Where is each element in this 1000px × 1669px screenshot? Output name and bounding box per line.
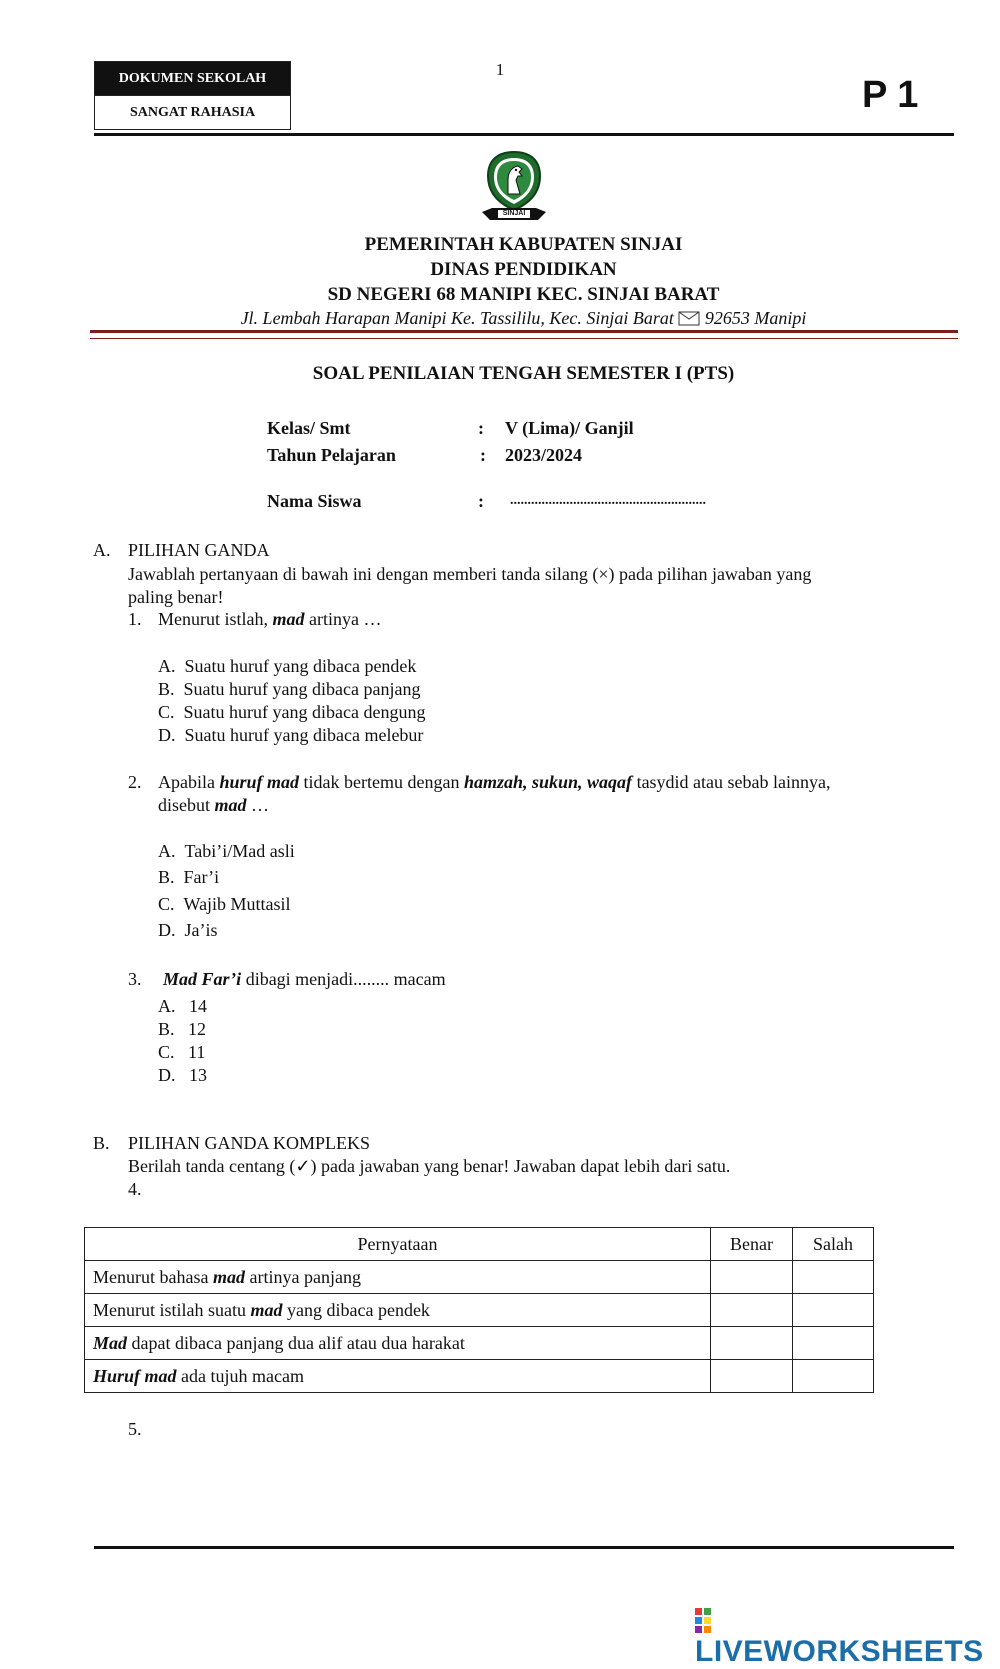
stamp-confidential: SANGAT RAHASIA: [95, 95, 290, 129]
student-name-label: Nama Siswa: [267, 491, 362, 511]
header-rule: [94, 133, 954, 136]
q2-text-cont-term: mad: [214, 795, 247, 815]
statement-post: yang dibaca pendek: [287, 1299, 430, 1320]
q3-option-a-text: 14: [189, 996, 207, 1016]
q3-number: 3.: [128, 969, 142, 989]
section-b-title: PILIHAN GANDA KOMPLEKS: [128, 1133, 371, 1153]
false-checkbox-cell[interactable]: [793, 1261, 874, 1294]
q1-option-d-letter: D.: [158, 725, 176, 745]
q3-option-d-letter: D.: [158, 1065, 176, 1085]
statement-pre: Menurut istilah suatu: [93, 1299, 246, 1320]
year-label: Tahun Pelajaran: [267, 445, 396, 465]
address-postal: 92653 Manipi: [704, 308, 807, 328]
true-checkbox-cell[interactable]: [711, 1360, 793, 1393]
statement-cell: [85, 1327, 711, 1360]
statement-post: ada tujuh macam: [181, 1365, 304, 1386]
class-value: V (Lima)/ Ganjil: [505, 418, 634, 438]
q2-option-a-letter: A.: [158, 841, 176, 861]
logo-text: SINJAI: [502, 210, 526, 217]
table-header-row: [85, 1228, 874, 1261]
statement-post: artinya panjang: [249, 1266, 361, 1287]
statement-term: Mad: [93, 1332, 128, 1353]
q2-text-part1: Apabila: [158, 772, 215, 792]
class-label: Kelas/ Smt: [267, 418, 351, 438]
q2-text-part2: tidak bertemu dengan: [303, 772, 460, 792]
address-street: Jl. Lembah Harapan Manipi Ke. Tassililu, Kec. Sinjai Barat: [240, 308, 674, 328]
section-a-title: PILIHAN GANDA: [128, 540, 270, 560]
liveworksheets-logo[interactable]: [695, 1606, 1000, 1669]
q2-text-cont-post: …: [251, 795, 270, 815]
q2-text-part3: tasydid atau sebab lainnya,: [636, 772, 831, 792]
q3-option-a-letter: A.: [158, 996, 176, 1016]
year-colon: :: [480, 445, 486, 465]
q1-option-c-text: Suatu huruf yang dibaca dengung: [183, 702, 426, 722]
q1-option-a[interactable]: [158, 654, 416, 678]
letterhead-address: [0, 306, 1000, 330]
true-checkbox-cell[interactable]: [711, 1261, 793, 1294]
false-checkbox-cell[interactable]: [793, 1294, 874, 1327]
q5-number: 5.: [128, 1419, 142, 1439]
letterhead-rule: [90, 330, 958, 339]
q1-option-d-text: Suatu huruf yang dibaca melebur: [184, 725, 424, 745]
q1-option-a-text: Suatu huruf yang dibaca pendek: [184, 656, 417, 676]
q4-number: 4.: [128, 1179, 142, 1199]
q3-option-c[interactable]: [158, 1040, 205, 1064]
envelope-icon: [678, 311, 700, 326]
letterhead-government: PEMERINTAH KABUPATEN SINJAI: [364, 234, 683, 255]
q1-option-c-letter: C.: [158, 702, 175, 722]
statement-cell: [85, 1294, 711, 1327]
q2-option-d[interactable]: [158, 918, 218, 942]
statement-cell: [85, 1360, 711, 1393]
section-a-instruction-cont: paling benar!: [128, 587, 224, 607]
q1-number: 1.: [128, 609, 142, 629]
document-code: P 1: [862, 74, 919, 116]
q1-option-b-text: Suatu huruf yang dibaca panjang: [183, 679, 421, 699]
statement-cell: [85, 1261, 711, 1294]
statement-term: mad: [250, 1299, 283, 1320]
q2-option-d-text: Ja’is: [184, 920, 218, 940]
statement-pre: Menurut bahasa: [93, 1266, 209, 1287]
q3-option-b[interactable]: [158, 1017, 206, 1041]
q3-option-c-text: 11: [188, 1042, 206, 1062]
q2-text-cont: [158, 793, 269, 817]
statement-term: mad: [212, 1266, 245, 1287]
q1-option-c[interactable]: [158, 700, 425, 724]
regency-logo: [478, 150, 550, 226]
false-checkbox-cell[interactable]: [793, 1360, 874, 1393]
section-b-instruction: Berilah tanda centang (✓) pada jawaban yang benar! Jawaban dapat lebih dari satu.: [128, 1156, 731, 1176]
q2-option-c[interactable]: [158, 892, 291, 916]
q3-text: [163, 967, 446, 991]
q1-text-post: artinya …: [309, 609, 382, 629]
section-b-letter: B.: [93, 1133, 110, 1153]
table-row: [85, 1294, 874, 1327]
q2-option-b[interactable]: [158, 865, 219, 889]
statement-table: [84, 1227, 874, 1393]
footer-rule: [94, 1546, 954, 1549]
statement-term: Huruf mad: [93, 1365, 177, 1386]
q1-text-pre: Menurut istlah,: [158, 609, 268, 629]
q2-option-b-text: Far’i: [183, 867, 220, 887]
student-name-colon: :: [478, 491, 484, 511]
false-checkbox-cell[interactable]: [793, 1327, 874, 1360]
table-row: [85, 1327, 874, 1360]
q2-option-a-text: Tabi’i/Mad asli: [184, 841, 295, 861]
letterhead-department: DINAS PENDIDIKAN: [430, 259, 617, 280]
liveworksheets-icon: [695, 1606, 721, 1634]
q2-text-cont-pre: disebut: [158, 795, 210, 815]
q3-option-d[interactable]: [158, 1063, 207, 1087]
q2-number: 2.: [128, 772, 142, 792]
q3-option-c-letter: C.: [158, 1042, 175, 1062]
q2-option-b-letter: B.: [158, 867, 175, 887]
q2-option-d-letter: D.: [158, 920, 176, 940]
stamp-school-document: DOKUMEN SEKOLAH: [95, 62, 290, 95]
header-true: Benar: [711, 1228, 793, 1261]
true-checkbox-cell[interactable]: [711, 1327, 793, 1360]
q2-text-term1: huruf mad: [219, 772, 300, 792]
q2-option-c-text: Wajib Muttasil: [183, 894, 291, 914]
q2-text-term2: hamzah, sukun, waqaf: [463, 772, 633, 792]
page-number: 1: [495, 60, 505, 79]
section-a-instruction: Jawablah pertanyaan di bawah ini dengan memberi tanda silang (×) pada pilihan jawaban yang: [128, 564, 812, 584]
q3-option-b-text: 12: [188, 1019, 207, 1039]
q3-text-term: Mad Far’i: [163, 969, 242, 989]
q3-text-post: dibagi menjadi........ macam: [245, 969, 446, 989]
liveworksheets-brand: LIVEWORKSHEETS: [695, 1635, 984, 1668]
table-row: [85, 1360, 874, 1393]
q3-option-a[interactable]: [158, 994, 207, 1018]
q3-option-d-text: 13: [189, 1065, 207, 1085]
section-a-letter: A.: [93, 540, 111, 560]
q2-text: [158, 770, 831, 794]
year-value: 2023/2024: [505, 445, 583, 465]
q1-text-term: mad: [272, 609, 305, 629]
class-colon: :: [478, 418, 484, 438]
exam-title: SOAL PENILAIAN TENGAH SEMESTER I (PTS): [312, 363, 735, 384]
q1-option-b-letter: B.: [158, 679, 175, 699]
q1-text: [158, 607, 382, 631]
q3-option-b-letter: B.: [158, 1019, 175, 1039]
header-false: Salah: [793, 1228, 874, 1261]
table-row: [85, 1261, 874, 1294]
q2-option-a[interactable]: [158, 839, 295, 863]
student-name-field[interactable]: ........................................................: [510, 493, 706, 508]
statement-post: dapat dibaca panjang dua alif atau dua harakat: [131, 1332, 465, 1353]
true-checkbox-cell[interactable]: [711, 1294, 793, 1327]
q1-option-b[interactable]: [158, 677, 420, 701]
q2-option-c-letter: C.: [158, 894, 175, 914]
q1-option-a-letter: A.: [158, 656, 176, 676]
q1-option-d[interactable]: [158, 723, 423, 747]
letterhead-school: SD NEGERI 68 MANIPI KEC. SINJAI BARAT: [327, 284, 720, 305]
header-statement: Pernyataan: [85, 1228, 711, 1261]
